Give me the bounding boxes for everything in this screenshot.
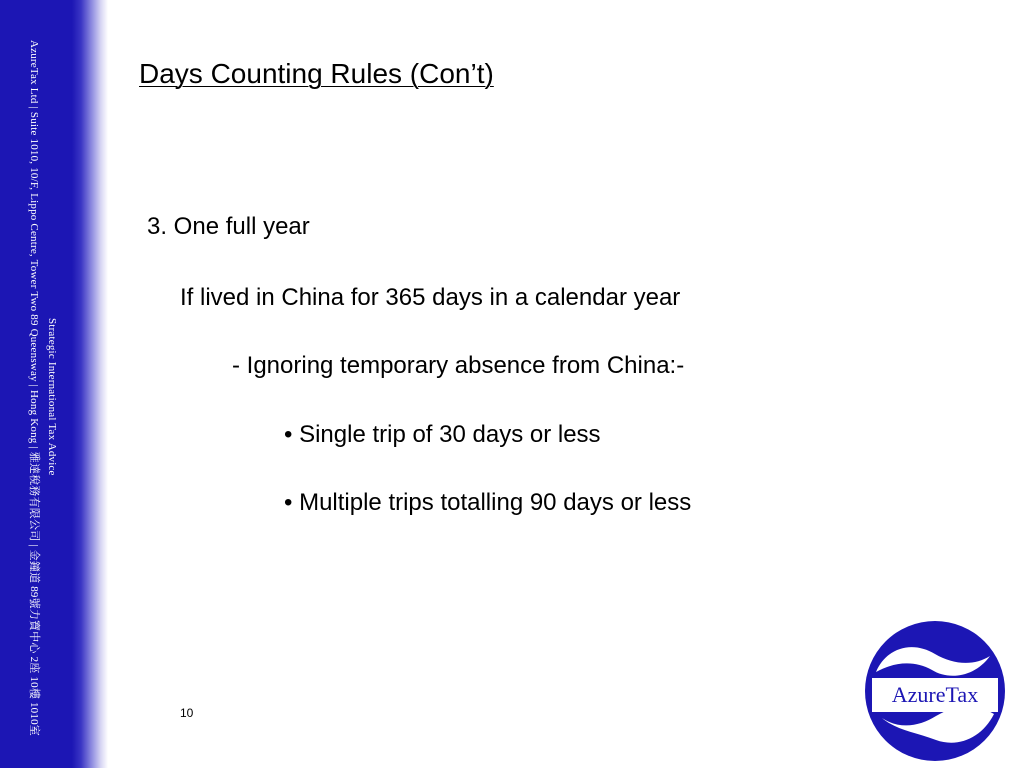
azuretax-logo [862,618,1008,764]
sidebar-tagline: Strategic International Tax Advice [46,318,58,476]
rule-condition: If lived in China for 365 days in a calendar year [180,284,681,311]
rule-heading: 3. One full year [147,213,310,240]
bullet-multiple-trips: • Multiple trips totalling 90 days or less [284,489,692,516]
bullet-single-trip: • Single trip of 30 days or less [284,421,601,448]
sidebar-company-address: AzureTax Ltd | Suite 1010, 10/F, Lippo Centre, Tower Two 89 Queensway | Hong Kong | 雅達稅務有限公司 | 金鐘道 89號力寶中心 2座 10樓 1010室 [28,40,40,736]
logo-wordmark: AzureTax [891,682,979,707]
slide-title: Days Counting Rules (Con’t) [139,58,494,89]
rule-exception: - Ignoring temporary absence from China:- [232,352,685,379]
page-number: 10 [180,706,194,720]
sidebar-gradient [72,0,108,768]
